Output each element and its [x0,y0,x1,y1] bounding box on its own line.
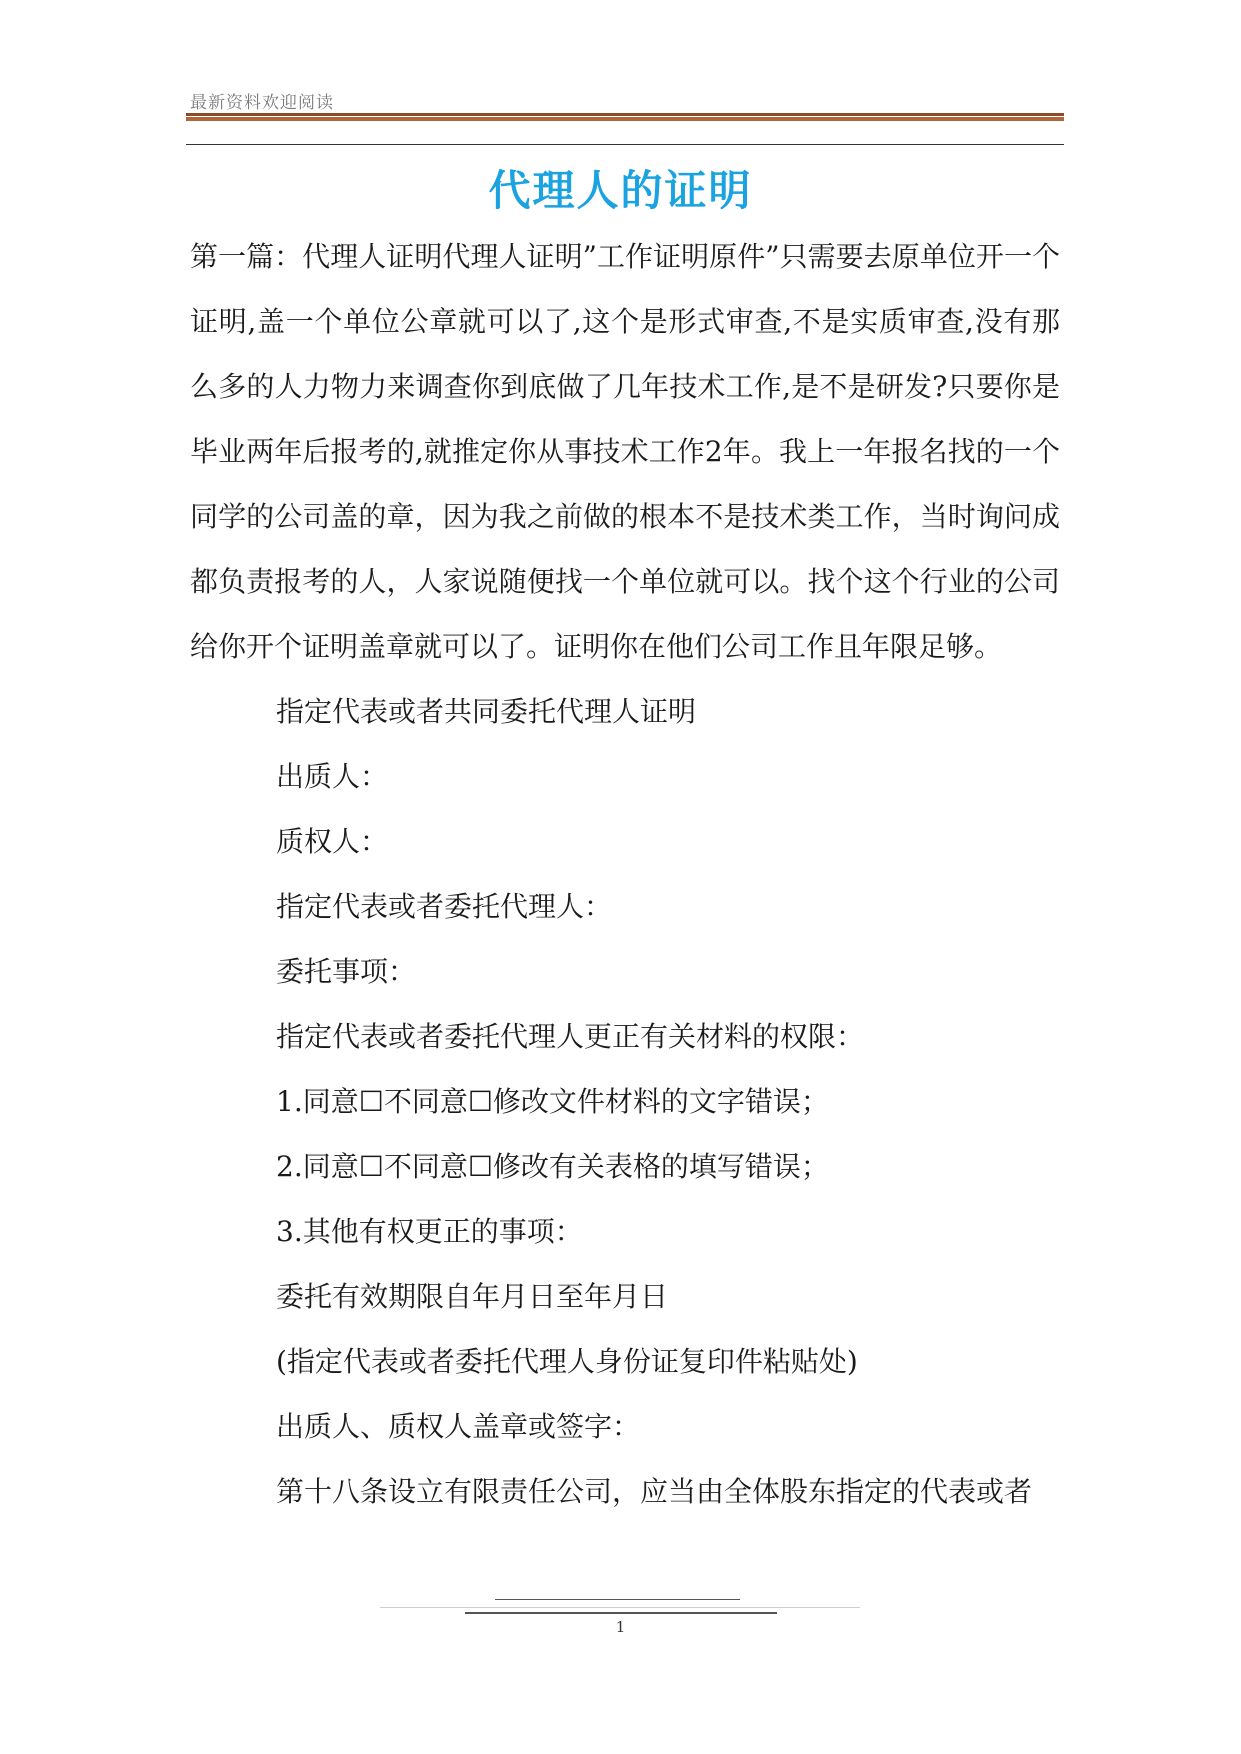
body-line: 出质人： [276,760,389,793]
body-line: 质权人： [276,825,389,858]
header-rule-thin [186,144,1064,145]
footer-rule [380,1607,860,1608]
body-line: 第十八条设立有限责任公司，应当由全体股东指定的代表或者 [276,1475,1033,1508]
body-line: 指定代表或者共同委托代理人证明 [276,695,697,728]
body-line: 1.同意☐不同意☐修改文件材料的文字错误； [276,1085,829,1118]
document-body [190,224,1060,1524]
page-number: 1 [615,1618,626,1636]
body-line: 委托事项： [276,955,417,988]
body-line: 指定代表或者委托代理人更正有关材料的权限： [276,1020,865,1053]
body-line: 3.其他有权更正的事项： [276,1215,583,1248]
body-line: 指定代表或者委托代理人： [276,890,613,923]
header-rule-thick [186,113,1064,121]
page-title: 代理人的证明 [488,166,753,215]
intro-paragraph: 第一篇：代理人证明代理人证明”工作证明原件”只需要去原单位开一个证明,盖一个单位公章就可以了,这个是形式审查,不是实质审查,没有那么多的人力物力来调查你到底做了几年技术工作,是不是研发?只要你是毕业两年后报考的,就推定你从事技术工作2年。我上一年报名找的一个同学的公司盖的章，因为我之前做的根本不是技术类工作，当时询问成都负责报考的人，人家说随便找一个单位就可以。找个这个行业的公司给你开个证明盖章就可以了。证明你在他们公司工作且年限足够。 [190,240,1060,663]
body-line: 2.同意☐不同意☐修改有关表格的填写错误； [276,1150,829,1183]
body-line: 出质人、质权人盖章或签字： [276,1410,641,1443]
body-line: 委托有效期限自年月日至年月日 [276,1280,669,1313]
footer-rule [495,1599,740,1600]
footer-rule [465,1612,777,1614]
body-line: (指定代表或者委托代理人身份证复印件粘贴处) [276,1345,858,1378]
header-text: 最新资料欢迎阅读 [190,93,334,113]
